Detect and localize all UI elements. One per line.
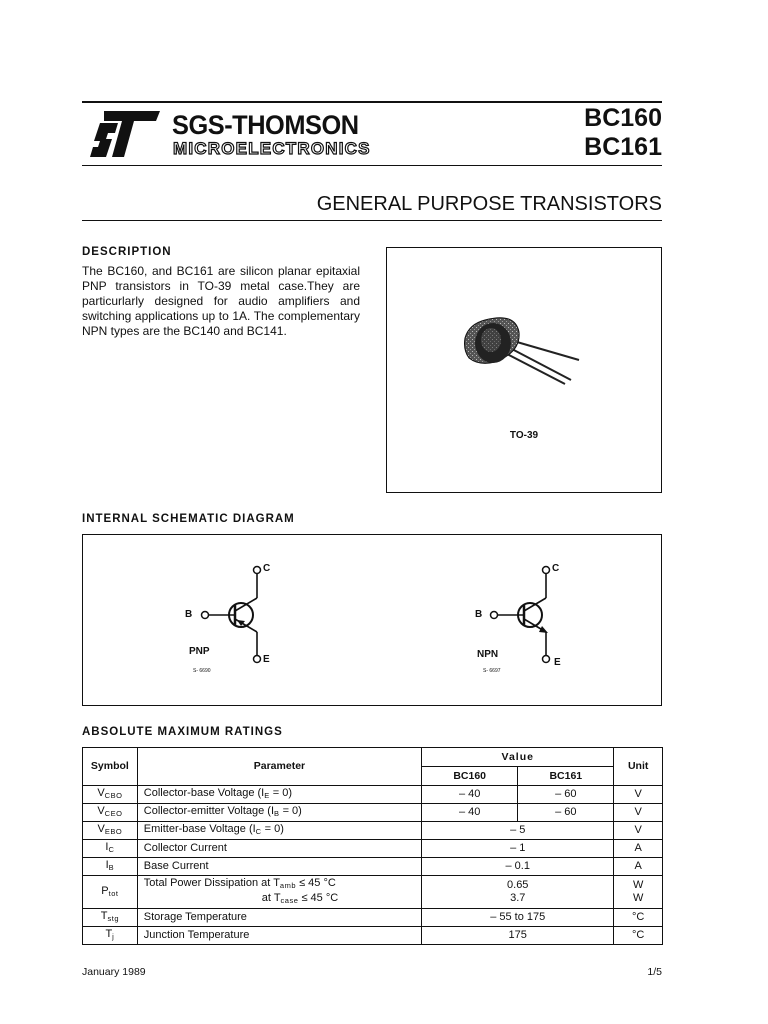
page-title: GENERAL PURPOSE TRANSISTORS <box>316 193 662 215</box>
symbol: T <box>100 910 108 922</box>
value-shared: – 1 <box>422 840 614 858</box>
unit: V <box>614 822 663 840</box>
to39-package-icon <box>455 310 585 390</box>
value-bc160: – 40 <box>422 786 518 804</box>
table-row <box>83 804 663 822</box>
header-top-rule <box>82 101 662 103</box>
col-symbol: Symbol <box>83 748 138 786</box>
symbol-sub: B <box>108 863 115 872</box>
symbol: V <box>97 823 105 835</box>
table-row <box>83 840 663 858</box>
value-bc161: – 60 <box>518 786 614 804</box>
value-shared: 175 <box>422 927 614 945</box>
table-row <box>83 876 663 909</box>
parameter: Collector Current <box>137 840 421 858</box>
symbol-sub: C <box>108 845 115 854</box>
table-row <box>83 858 663 876</box>
symbol-sub: EBO <box>104 827 123 836</box>
symbol: P <box>101 884 109 897</box>
symbol: I <box>105 841 109 853</box>
col-unit: Unit <box>614 748 663 786</box>
value-bc161: – 60 <box>518 804 614 822</box>
ptot-line2: at T <box>261 892 281 904</box>
col-bc160: BC160 <box>422 767 518 786</box>
parameter-end: = 0) <box>261 823 284 835</box>
symbol: V <box>97 787 105 799</box>
ratings-heading: ABSOLUTE MAXIMUM RATINGS <box>82 726 283 738</box>
pnp-base-label: B <box>185 609 193 620</box>
schematic-heading: INTERNAL SCHEMATIC DIAGRAM <box>82 513 295 525</box>
parameter: Collector-base Voltage (I <box>143 787 265 799</box>
unit: A <box>614 858 663 876</box>
npn-label: NPN <box>477 649 499 660</box>
parameter-end: = 0) <box>279 805 302 817</box>
header-bottom-rule <box>82 165 662 166</box>
parameter-sub: B <box>274 809 280 818</box>
pnp-label: PNP <box>189 646 210 657</box>
symbol: T <box>105 928 113 940</box>
unit: V <box>614 786 663 804</box>
description-text: The BC160, and BC161 are silicon planar epitaxial PNP transistors in TO-39 metal case.They are particurlarly designed for audio amplifiers and switching applications up to 1A. The complementary NPN types are the BC140 and BC141. <box>82 264 360 338</box>
unit: V <box>614 804 663 822</box>
col-parameter: Parameter <box>137 748 421 786</box>
parameter: Junction Temperature <box>137 927 421 945</box>
symbol: I <box>105 859 109 871</box>
brand-name: SGS-THOMSON <box>172 110 359 140</box>
unit: °C <box>614 909 663 927</box>
parameter: Base Current <box>137 858 421 876</box>
pnp-code: S- 6690 <box>193 668 211 674</box>
value-bc160: – 40 <box>422 804 518 822</box>
symbol-sub: tot <box>108 888 119 898</box>
ptot-line1: Total Power Dissipation at T <box>143 877 280 889</box>
value-shared: – 5 <box>422 822 614 840</box>
symbol-sub: j <box>112 932 115 941</box>
npn-emitter-label: E <box>554 657 561 668</box>
value-shared: – 0.1 <box>422 858 614 876</box>
npn-base-label: B <box>475 609 483 620</box>
brand-subtitle: MICROELECTRONICS <box>173 139 371 158</box>
ratings-table <box>82 747 663 945</box>
ptot-unit-1: W <box>632 879 644 891</box>
symbol-sub: CEO <box>104 809 123 818</box>
parameter: Storage Temperature <box>137 909 421 927</box>
part-number-1: BC160 <box>584 104 662 132</box>
ptot-line1-sub: amb <box>279 881 297 890</box>
schematic-box <box>82 534 662 706</box>
col-bc161: BC161 <box>518 767 614 786</box>
ptot-value-2: 3.7 <box>510 892 526 904</box>
package-label: TO-39 <box>509 430 539 441</box>
table-row <box>83 927 663 945</box>
description-heading: DESCRIPTION <box>82 246 172 258</box>
st-logo-icon <box>90 111 162 157</box>
ptot-unit-2: W <box>632 892 644 904</box>
unit: A <box>614 840 663 858</box>
npn-collector-label: C <box>552 563 560 574</box>
table-row <box>83 822 663 840</box>
parameter: Collector-emitter Voltage (I <box>143 805 274 817</box>
table-row <box>83 786 663 804</box>
npn-code: S- 6697 <box>483 668 501 674</box>
ptot-line2-end: ≤ 45 °C <box>298 892 339 904</box>
symbol: V <box>97 805 105 817</box>
pnp-emitter-label: E <box>263 654 270 665</box>
col-value: Value <box>422 748 614 767</box>
symbol-sub: CBO <box>104 791 123 800</box>
title-rule <box>82 220 662 221</box>
parameter-end: = 0) <box>269 787 293 799</box>
symbol-sub: stg <box>107 914 120 923</box>
ptot-line2-sub: case <box>280 896 299 905</box>
pnp-collector-label: C <box>263 563 271 574</box>
footer-page-number: 1/5 <box>647 966 662 978</box>
table-row <box>83 909 663 927</box>
parameter-sub: C <box>255 827 262 836</box>
unit: °C <box>614 927 663 945</box>
parameter: Emitter-base Voltage (I <box>143 823 256 835</box>
footer-date: January 1989 <box>82 966 146 978</box>
ptot-value-1: 0.65 <box>507 879 529 891</box>
part-number-2: BC161 <box>584 133 662 161</box>
value-shared: – 55 to 175 <box>422 909 614 927</box>
ptot-line1-end: ≤ 45 °C <box>296 877 336 889</box>
parameter-sub: E <box>264 791 270 800</box>
